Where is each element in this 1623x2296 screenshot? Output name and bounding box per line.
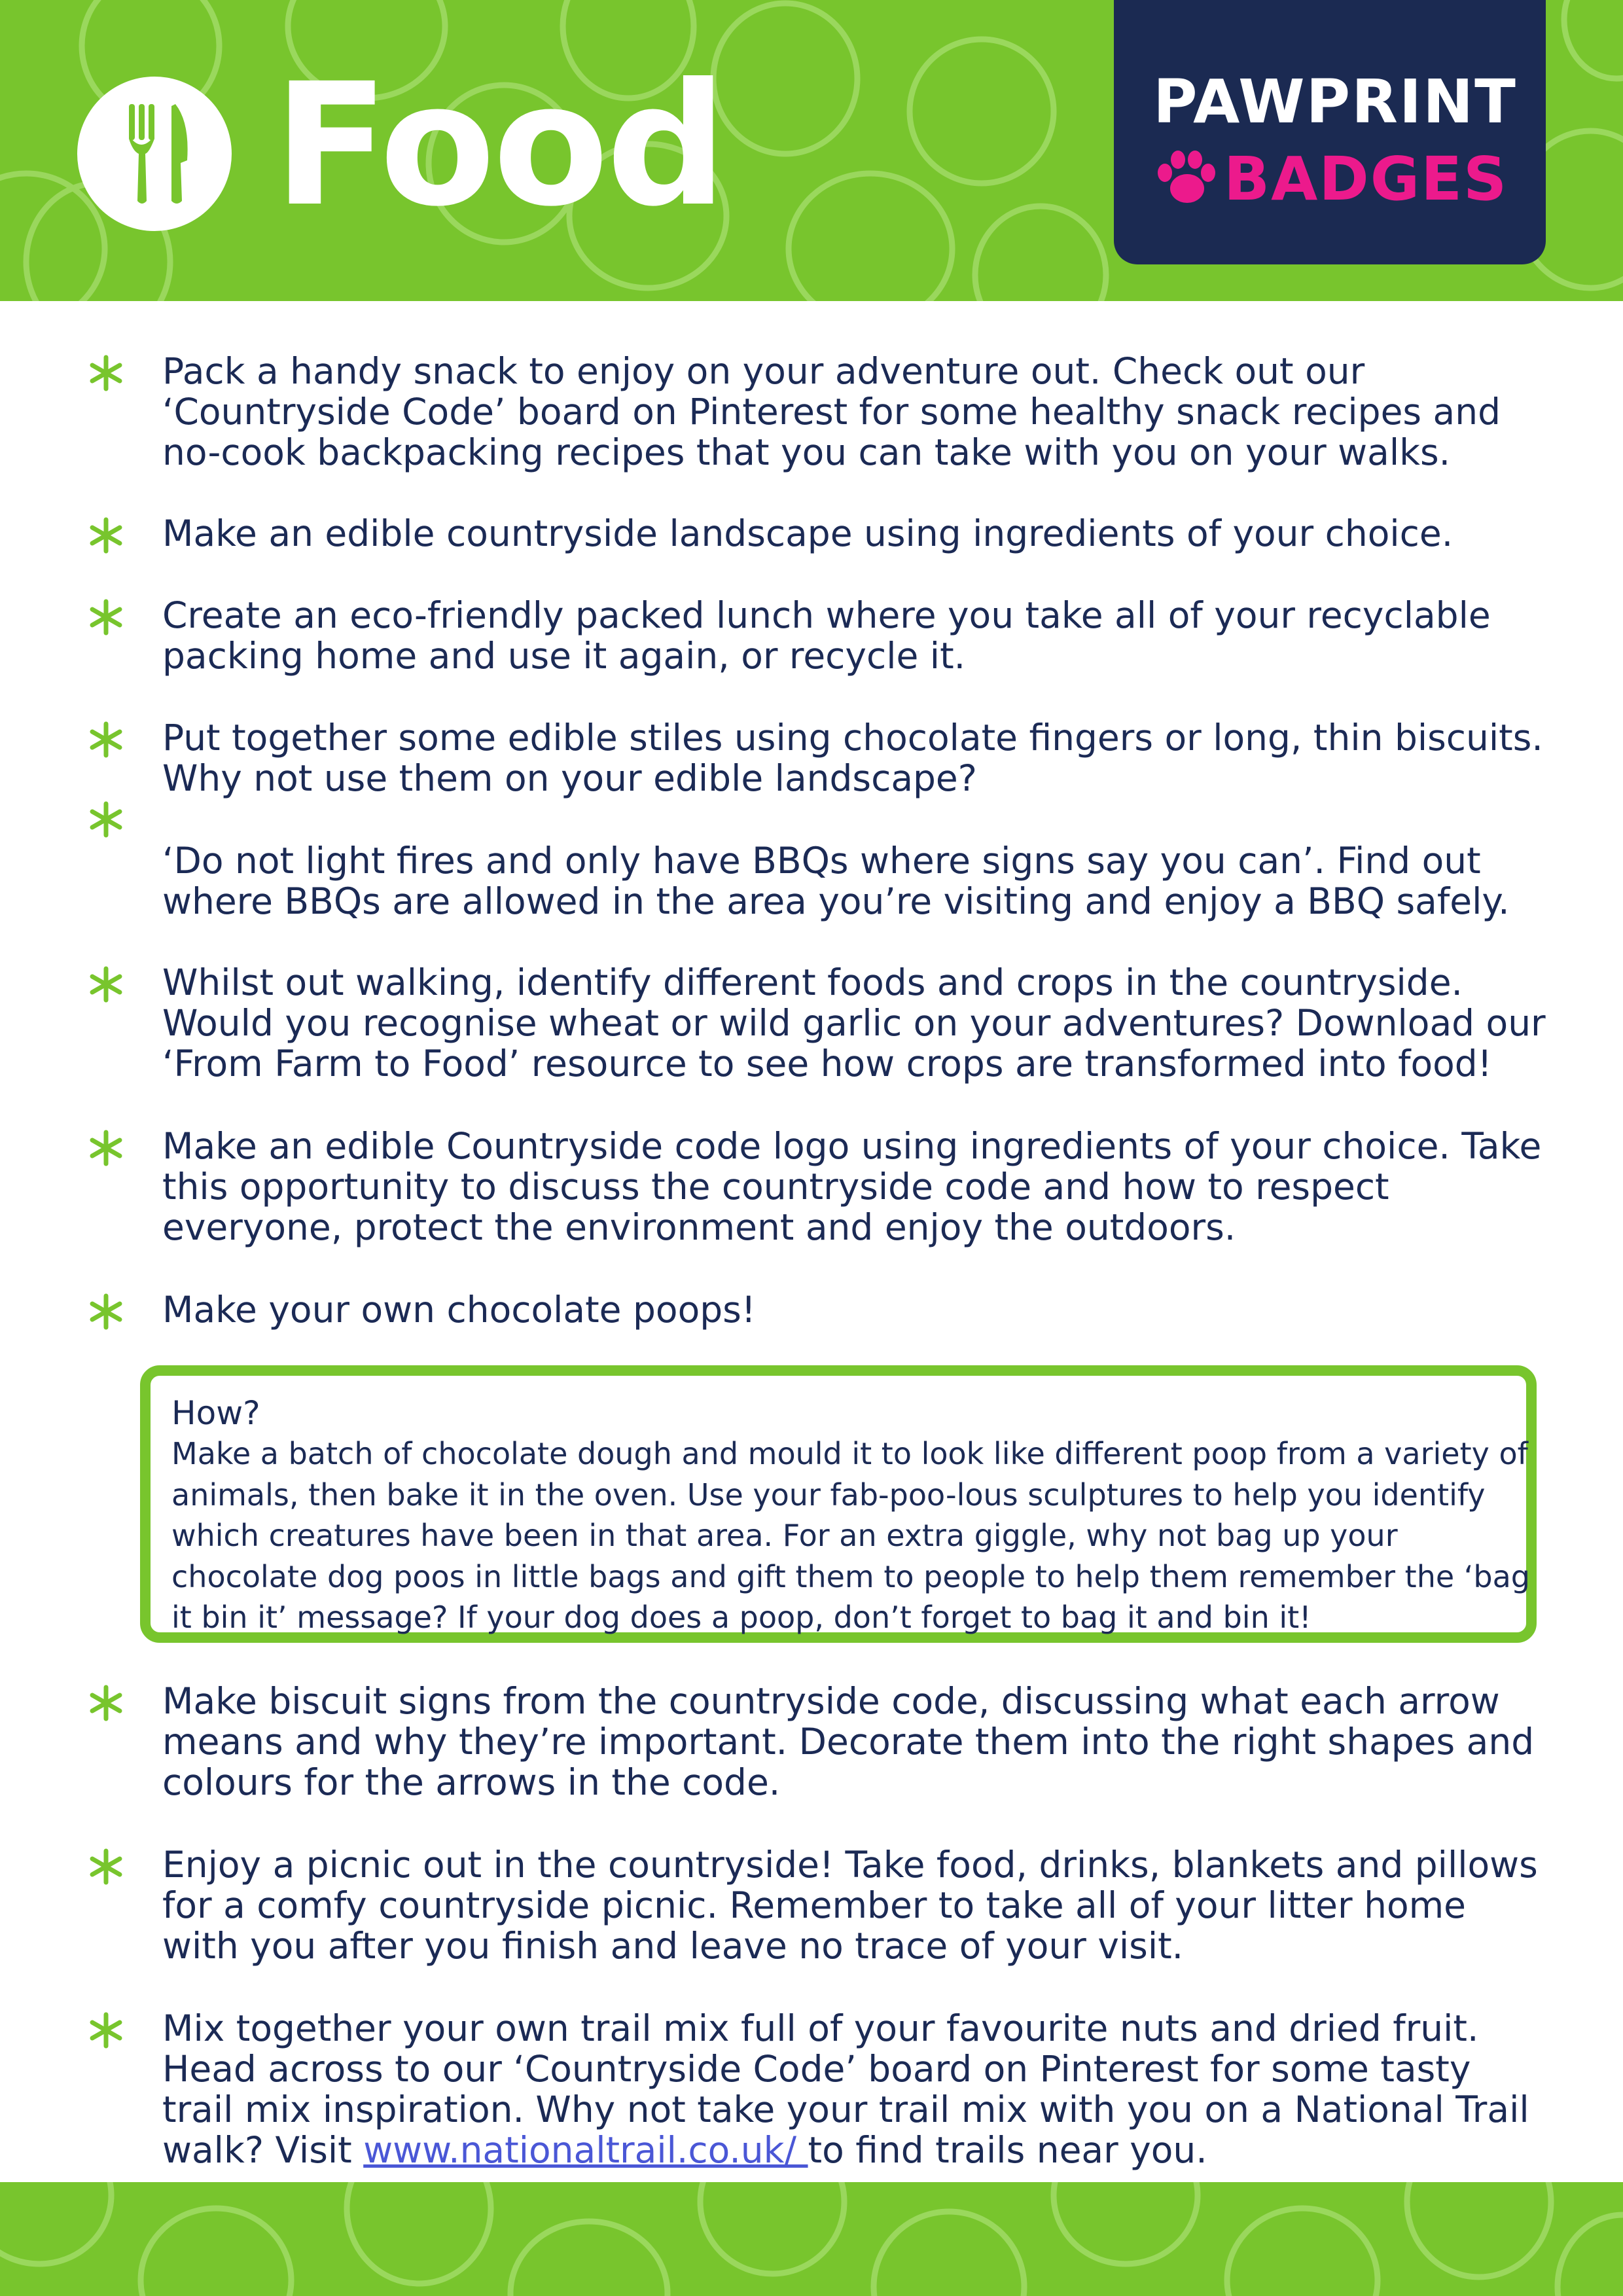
item-text-after: to find trails near you.: [808, 2129, 1207, 2171]
fork-knife-icon: [77, 77, 232, 231]
item-text-before: Mix together your own trail mix full of your favourite nuts and dried fruit. Head across to our ‘Countryside Code’ board on Pinterest for some tasty trail mix inspiration. Why not take your trail mix with you on a National Trail walk? Visit: [162, 2007, 1529, 2171]
green-star-icon: [86, 1292, 126, 1331]
green-star-icon: [86, 720, 126, 759]
green-star-icon: [86, 2011, 126, 2050]
item-text: ‘Do not light fires and only have BBQs where signs say you can’. Find out where BBQs are allowed in the area you’re visiting and enjoy a BBQ safely.: [162, 840, 1510, 922]
item-text: [162, 2008, 1550, 2170]
circle-pattern: [0, 2182, 1623, 2296]
green-star-icon: [86, 965, 126, 1004]
item-text: Make an edible countryside landscape using ingredients of your choice.: [162, 512, 1454, 554]
logo-text-badges: BADGES: [1224, 144, 1508, 214]
green-star-icon: [86, 1128, 126, 1168]
green-star-icon: [86, 353, 126, 393]
item-text: Make biscuit signs from the countryside code, discussing what each arrow means and why they’re important. Decorate them into the right shapes and colours for the arrows in the code.: [162, 1680, 1535, 1803]
green-star-icon: [86, 1683, 126, 1723]
item-text: Make an edible Countryside code logo using ingredients of your choice. Take this opportunity to discuss the countryside code and how to respect everyone, protect the environment and enjoy the outdoors.: [162, 1125, 1542, 1248]
footer-banner: [0, 2182, 1623, 2296]
green-star-icon: [86, 598, 126, 637]
green-star-icon: [86, 1847, 126, 1886]
item-text: Put together some edible stiles using chocolate fingers or long, thin biscuits. Why not use them on your edible landscape?: [162, 717, 1543, 799]
item-text: Create an eco-friendly packed lunch where you take all of your recyclable packing home and use it again, or recycle it.: [162, 594, 1491, 677]
how-text: Make a batch of chocolate dough and mould it to look like different poop from a variety of animals, then bake it in the oven. Use your fab-poo-lous sculptures to help you identify which creatures have been in that area. For an extra giggle, why not bag up your chocolate dog poos in little bags and gift them to people to help them remember the ‘bag it bin it’ message? If your dog does a poop, don’t forget to bag it and bin it!: [171, 1436, 1530, 1635]
item-text: Whilst out walking, identify different foods and crops in the countryside. Would you recognise wheat or wild garlic on your adventures? Download our ‘From Farm to Food’ resource to see how crops are transformed into food!: [162, 961, 1546, 1085]
nationaltrail-link[interactable]: www.nationaltrail.co.uk/: [363, 2129, 808, 2171]
item-text: Make your own chocolate poops!: [162, 1289, 756, 1331]
item-text: Pack a handy snack to enjoy on your adventure out. Check out our ‘Countryside Code’ board on Pinterest for some healthy snack recipes and no-cook backpacking recipes that you can take with you on your walks.: [162, 350, 1501, 473]
paw-icon: [1153, 145, 1219, 211]
item-text: Enjoy a picnic out in the countryside! Take food, drinks, blankets and pillows for a comfy countryside picnic. Remember to take all of your litter home with you after you finish and leave no trace of your visit.: [162, 1844, 1538, 1967]
logo-text-pawprint: PAWPRINT: [1153, 67, 1517, 137]
how-box: [140, 1365, 1537, 1643]
how-title: How?: [171, 1394, 260, 1432]
pawprint-badges-logo: [1114, 0, 1546, 264]
green-star-icon: [86, 516, 126, 555]
green-star-icon: [86, 800, 126, 839]
page-title: Food: [274, 47, 724, 243]
